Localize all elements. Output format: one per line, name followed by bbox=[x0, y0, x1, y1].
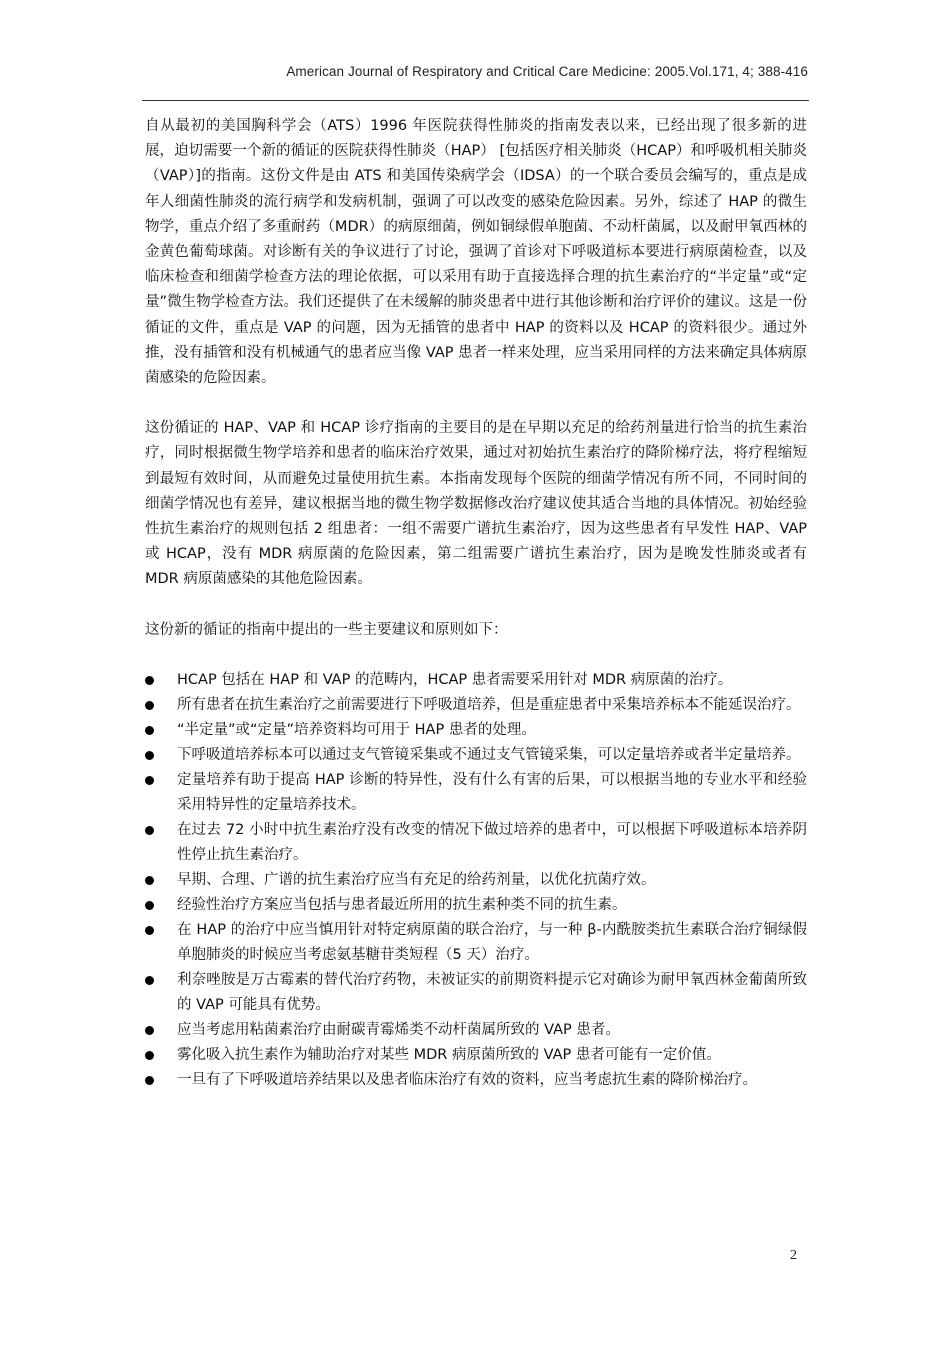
list-item bbox=[145, 868, 807, 893]
recommendations-intro: 这份新的循证的指南中提出的一些主要建议和原则如下： bbox=[145, 621, 508, 638]
list-item bbox=[145, 743, 807, 768]
list-item-text: 在 HAP 的治疗中应当慎用针对特定病原菌的联合治疗，与一种 β-内酰胺类抗生素联合治疗铜绿假单胞肺炎的时候应当考虑氨基糖苷类短程（5 天）治疗。 bbox=[177, 921, 807, 963]
bullet-icon bbox=[145, 1076, 154, 1085]
list-item bbox=[145, 693, 807, 718]
bullet-icon bbox=[145, 926, 154, 935]
header-divider bbox=[142, 100, 809, 101]
list-item bbox=[145, 818, 807, 868]
bullet-icon bbox=[145, 976, 154, 985]
list-item-text: 利奈唑胺是万古霉素的替代治疗药物，未被证实的前期资料提示它对确诊为耐甲氧西林金葡菌所致的 VAP 可能具有优势。 bbox=[177, 971, 807, 1013]
bullet-icon bbox=[145, 876, 154, 885]
list-item-text: 早期、合理、广谱的抗生素治疗应当有充足的给药剂量，以优化抗菌疗效。 bbox=[177, 871, 656, 888]
list-item-text: 一旦有了下呼吸道培养结果以及患者临床治疗有效的资料，应当考虑抗生素的降阶梯治疗。 bbox=[177, 1071, 757, 1088]
list-item-text: 所有患者在抗生素治疗之前需要进行下呼吸道培养，但是重症患者中采集培养标本不能延误治疗。 bbox=[177, 696, 801, 713]
list-item bbox=[145, 668, 807, 693]
list-item-text: 经验性治疗方案应当包括与患者最近所用的抗生素种类不同的抗生素。 bbox=[177, 896, 627, 913]
document-body bbox=[145, 114, 807, 1093]
list-item bbox=[145, 1068, 807, 1093]
recommendation-list bbox=[145, 668, 807, 1093]
list-item bbox=[145, 1043, 807, 1068]
list-item bbox=[145, 893, 807, 918]
bullet-icon bbox=[145, 901, 154, 910]
list-item bbox=[145, 918, 807, 968]
intro-paragraph: 自从最初的美国胸科学会（ATS）1996 年医院获得性肺炎的指南发表以来，已经出现了很多新的进展，迫切需要一个新的循证的医院获得性肺炎（HAP） [包括医疗相关肺炎（HCAP）和呼吸机相关肺炎（VAP）]的指南。这份文件是由 ATS 和美国传染病学会（IDSA）的一个联合委员会编写的，重点是成年人细菌性肺炎的流行病学和发病机制，强调了可以改变的感染危险因素。另外，综述了 HAP 的微生物学，重点介绍了多重耐药（MDR）的病原细菌，例如铜绿假单胞菌、不动杆菌属，以及耐甲氧西林的金黄色葡萄球菌。对诊断有关的争议进行了讨论，强调了首诊对下呼吸道标本要进行病原菌检查，以及临床检查和细菌学检查方法的理论依据，可以采用有助于直接选择合理的抗生素治疗的“半定量”或“定量”微生物学检查方法。我们还提供了在未缓解的肺炎患者中进行其他诊断和治疗评价的建议。这是一份循证的文件，重点是 VAP 的问题，因为无插管的患者中 HAP 的资料以及 HCAP 的资料很少。通过外推，没有插管和没有机械通气的患者应当像 VAP 患者一样来处理，应当采用同样的方法来确定具体病原菌感染的危险因素。 bbox=[145, 118, 807, 387]
bullet-icon bbox=[145, 826, 154, 835]
list-item-text: 雾化吸入抗生素作为辅助治疗对某些 MDR 病原菌所致的 VAP 患者可能有一定价值。 bbox=[177, 1046, 721, 1063]
list-item-text: HCAP 包括在 HAP 和 VAP 的范畴内，HCAP 患者需要采用针对 MDR 病原菌的治疗。 bbox=[177, 671, 733, 688]
list-item-text: 应当考虑用粘菌素治疗由耐碳青霉烯类不动杆菌属所致的 VAP 患者。 bbox=[177, 1021, 620, 1038]
bullet-icon bbox=[145, 726, 154, 735]
list-item-text: “半定量”或“定量”培养资料均可用于 HAP 患者的处理。 bbox=[177, 721, 536, 738]
list-item-text: 在过去 72 小时中抗生素治疗没有改变的情况下做过培养的患者中，可以根据下呼吸道标本培养阴性停止抗生素治疗。 bbox=[177, 821, 807, 863]
bullet-icon bbox=[145, 701, 154, 710]
paragraph-spacer bbox=[145, 643, 807, 668]
bullet-icon bbox=[145, 751, 154, 760]
paragraph-spacer bbox=[145, 391, 807, 416]
goals-paragraph: 这份循证的 HAP、VAP 和 HCAP 诊疗指南的主要目的是在早期以充足的给药剂量进行恰当的抗生素治疗，同时根据微生物学培养和患者的临床治疗效果，通过对初始抗生素治疗的降阶梯疗法，将疗程缩短到最短有效时间，从而避免过量使用抗生素。本指南发现每个医院的细菌学情况有所不同，不同时间的细菌学情况也有差异，建议根据当地的微生物学数据修改治疗建议使其适合当地的具体情况。初始经验性抗生素治疗的规则包括 2 组患者：一组不需要广谱抗生素治疗，因为这些患者有早发性 HAP、VAP 或 HCAP，没有 MDR 病原菌的危险因素，第二组需要广谱抗生素治疗，因为是晚发性肺炎或者有 MDR 病原菌感染的其他危险因素。 bbox=[145, 420, 807, 588]
list-item bbox=[145, 768, 807, 818]
list-item-text: 定量培养有助于提高 HAP 诊断的特异性，没有什么有害的后果，可以根据当地的专业水平和经验采用特异性的定量培养技术。 bbox=[177, 771, 807, 813]
bullet-icon bbox=[145, 776, 154, 785]
list-item-text: 下呼吸道培养标本可以通过支气管镜采集或不通过支气管镜采集，可以定量培养或者半定量培养。 bbox=[177, 746, 801, 763]
journal-header: American Journal of Respiratory and Critical Care Medicine: 2005.Vol.171, 4; 388-416 bbox=[286, 64, 808, 79]
list-item bbox=[145, 968, 807, 1018]
bullet-icon bbox=[145, 676, 154, 685]
list-item bbox=[145, 1018, 807, 1043]
list-item bbox=[145, 718, 807, 743]
paragraph-spacer bbox=[145, 593, 807, 618]
page-number: 2 bbox=[790, 1248, 797, 1263]
bullet-icon bbox=[145, 1026, 154, 1035]
bullet-icon bbox=[145, 1051, 154, 1060]
